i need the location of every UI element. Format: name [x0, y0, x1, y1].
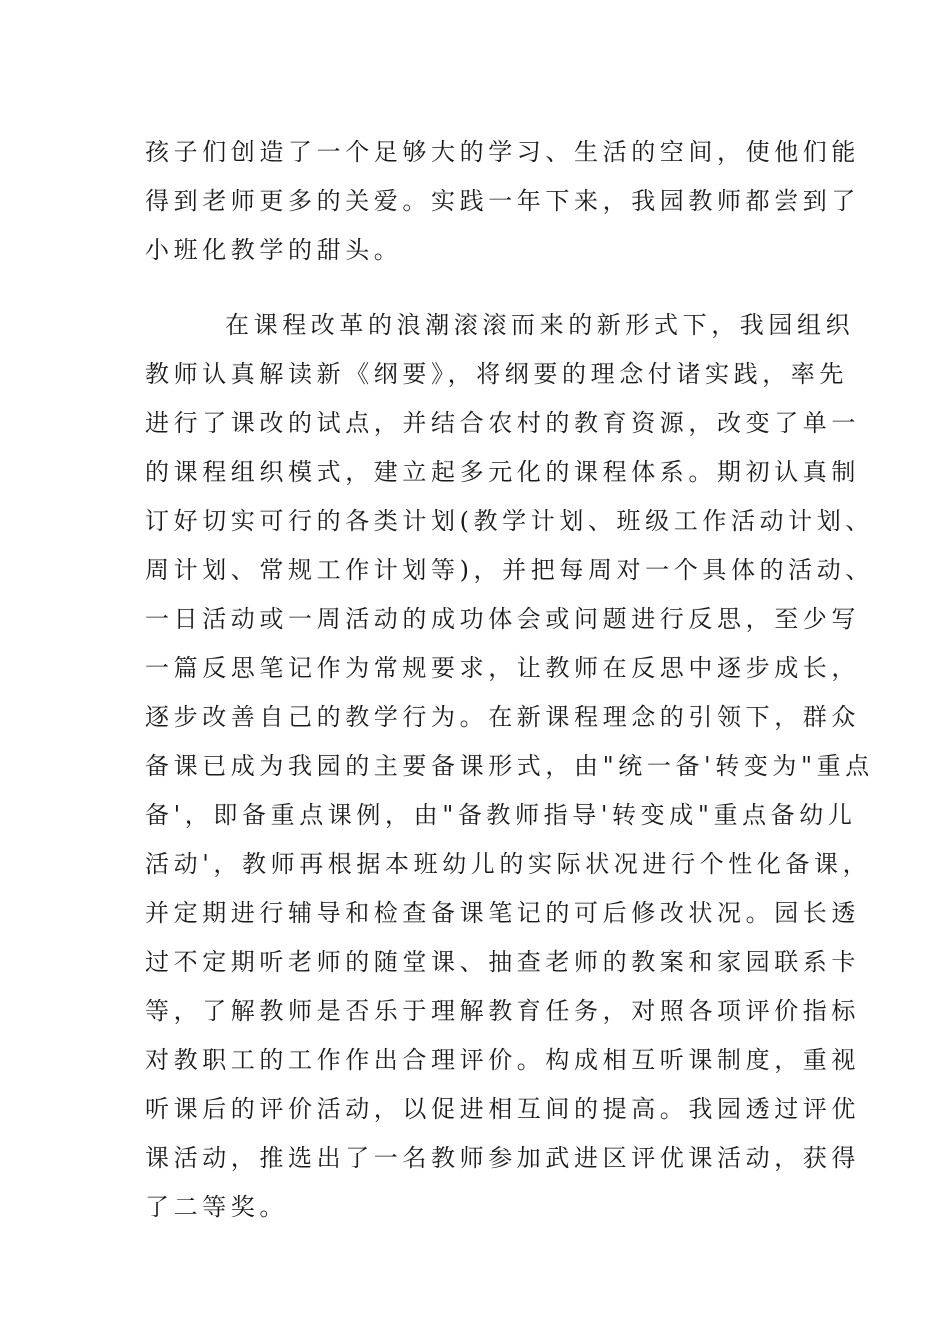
text-line: 孩子们创造了一个足够大的学习、生活的空间，使他们能: [145, 138, 860, 166]
paragraph-2: [145, 301, 874, 1232]
document-page: [145, 128, 874, 1232]
text-line: 了二等奖。: [145, 1193, 288, 1221]
paragraph-spacer: [145, 275, 805, 301]
text-line: 的课程组织模式，建立起多元化的课程体系。期初认真制: [145, 458, 860, 486]
text-line: 并定期进行辅导和检查备课笔记的可后修改状况。园长透: [145, 899, 860, 927]
text-line: 逐步改善自己的教学行为。在新课程理念的引领下，群众: [145, 703, 860, 731]
text-line: 课活动，推选出了一名教师参加武进区评优课活动，获得: [145, 1144, 860, 1172]
text-line: 备'，即备重点课例，由"备教师指导'转变成"重点备幼儿: [145, 801, 857, 829]
text-line: 活动'，教师再根据本班幼儿的实际状况进行个性化备课，: [145, 850, 872, 878]
text-line: 周计划、常规工作计划等)，并把每周对一个具体的活动、: [145, 556, 874, 584]
text-line: 听课后的评价活动，以促进相互间的提高。我园透过评优: [145, 1095, 860, 1123]
text-line-first: 在课程改革的浪潮滚滚而来的新形式下，我园组织: [225, 311, 855, 339]
text-line: 备课已成为我园的主要备课形式，由"统一备'转变为"重点: [145, 752, 874, 780]
text-line: 一篇反思笔记作为常规要求，让教师在反思中逐步成长，: [145, 654, 860, 682]
text-line: 等，了解教师是否乐于理解教育任务，对照各项评价指标: [145, 997, 860, 1025]
text-line: 对教职工的工作作出合理评价。构成相互听课制度，重视: [145, 1046, 860, 1074]
text-line: 过不定期听老师的随堂课、抽查老师的教案和家园联系卡: [145, 948, 860, 976]
paragraph-1: [145, 128, 860, 275]
text-line: 小班化教学的甜头。: [145, 236, 403, 264]
text-line: 订好切实可行的各类计划(教学计划、班级工作活动计划、: [145, 507, 874, 535]
text-line: 进行了课改的试点，并结合农村的教育资源，改变了单一: [145, 409, 860, 437]
text-line: 教师认真解读新《纲要》，将纲要的理念付诸实践，率先: [145, 360, 848, 388]
text-line: 得到老师更多的关爱。实践一年下来，我园教师都尝到了: [145, 187, 860, 215]
text-line: 一日活动或一周活动的成功体会或问题进行反思，至少写: [145, 605, 860, 633]
